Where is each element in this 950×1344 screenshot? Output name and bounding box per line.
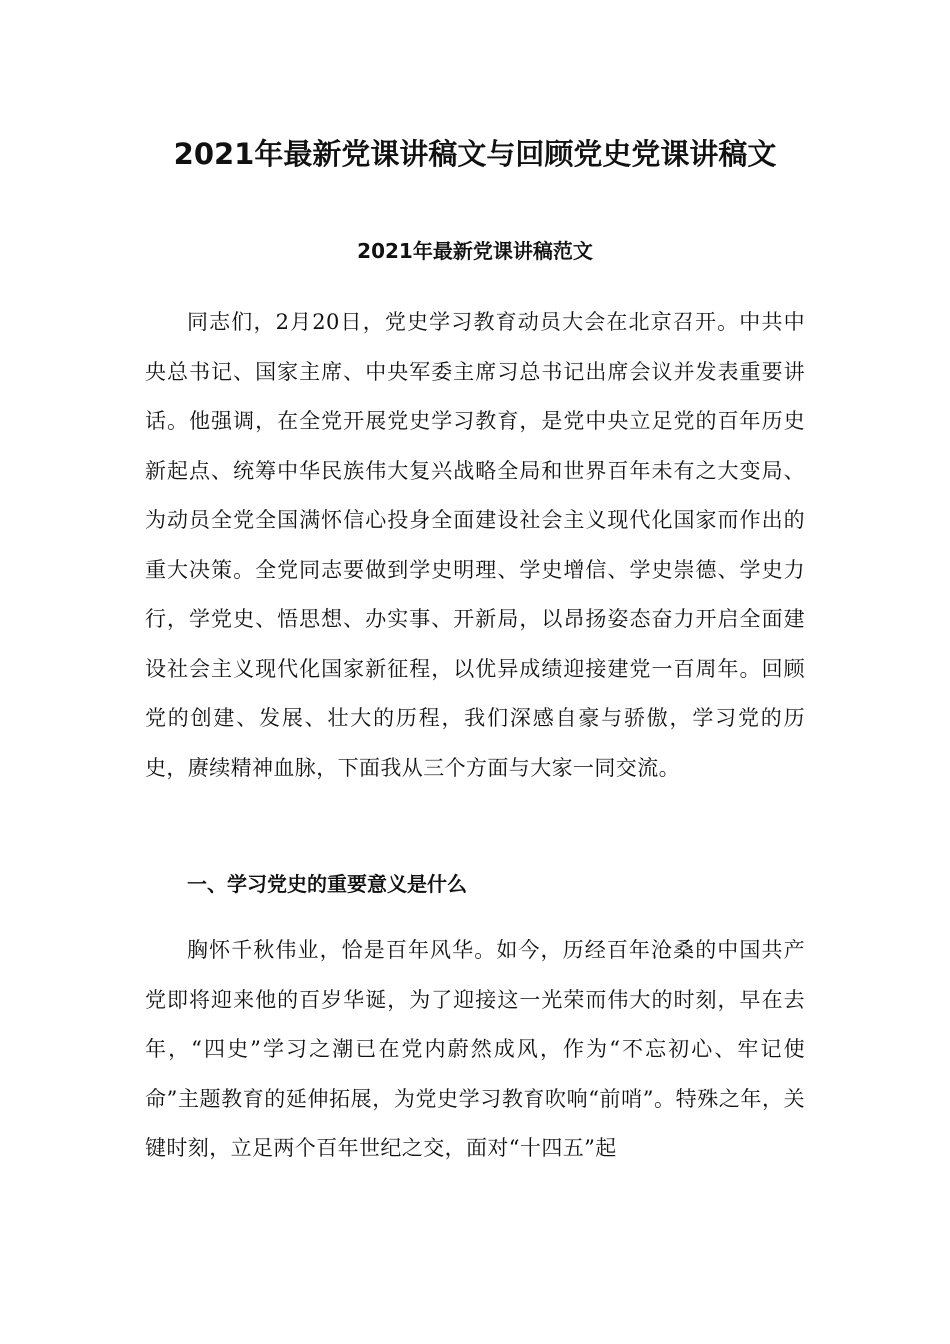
document-title: 2021年最新党课讲稿文与回顾党史党课讲稿文 — [173, 137, 777, 171]
body-paragraph-2: 胸怀千秋伟业，恰是百年风华。如今，历经百年沧桑的中国共产党即将迎来他的百岁华诞，为了迎接这一光荣而伟大的时刻，早在去年，“四史”学习之潮已在党内蔚然成风，作为“不忘初心、牢记使命”主题教育的延伸拓展，为党史学习教育吹响“前哨”。特殊之年，关键时刻，立足两个百年世纪之交，面对“十四五”起 — [145, 938, 805, 1160]
section-heading-1: 一、学习党史的重要意义是什么 — [187, 872, 467, 896]
body-paragraph-1: 同志们，2月20日，党史学习教育动员大会在北京召开。中共中央总书记、国家主席、中央军委主席习总书记出席会议并发表重要讲话。他强调，在全党开展党史学习教育，是党中央立足党的百年历史新起点、统筹中华民族伟大复兴战略全局和世界百年未有之大变局、为动员全党全国满怀信心投身全面建设社会主义现代化国家而作出的重大决策。全党同志要做到学史明理、学史增信、学史崇德、学史力行，学党史、悟思想、办实事、开新局，以昂扬姿态奋力开启全面建设社会主义现代化国家新征程，以优异成绩迎接建党一百周年。回顾党的创建、发展、壮大的历程，我们深感自豪与骄傲，学习党的历史，赓续精神血脉，下面我从三个方面与大家一同交流。 — [145, 310, 805, 780]
document-subtitle: 2021年最新党课讲稿范文 — [357, 239, 593, 263]
